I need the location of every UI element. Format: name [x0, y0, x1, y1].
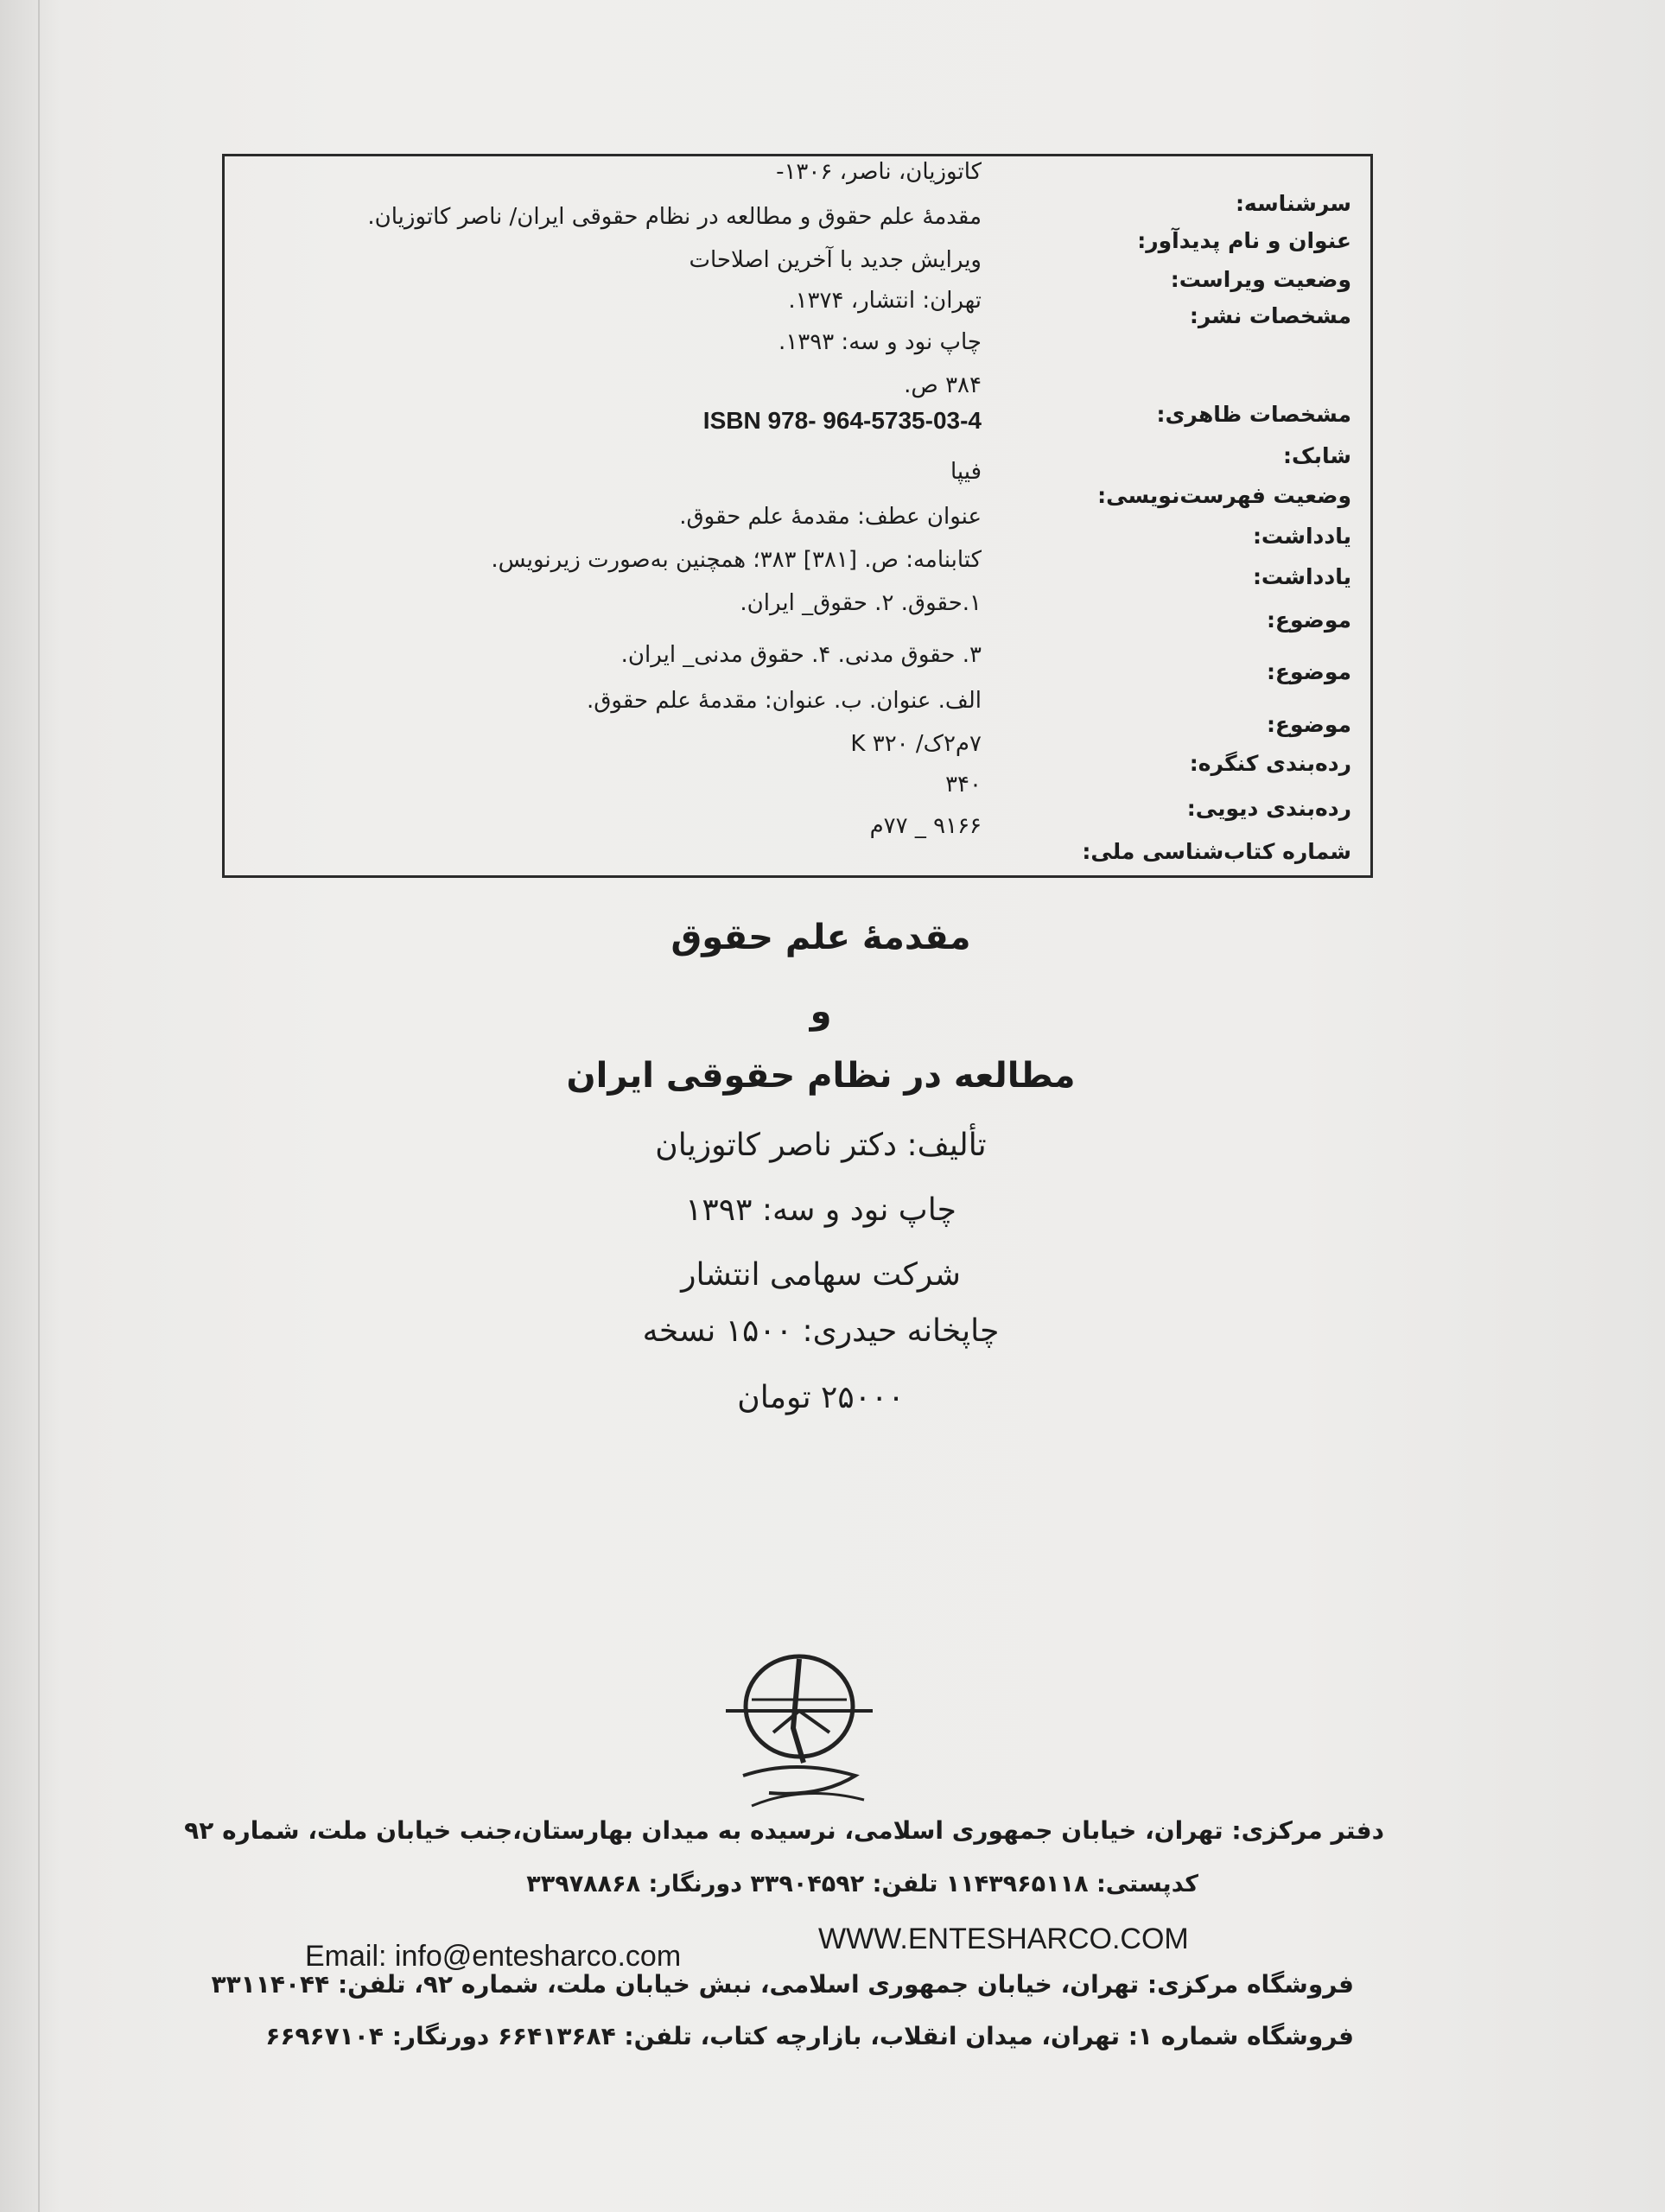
publisher-line: شرکت سهامی انتشار: [681, 1257, 961, 1293]
cip-value-printing: چاپ نود و سه: ۱۳۹۳.: [778, 329, 982, 355]
cip-value-subject: ۳. حقوق مدنی. ۴. حقوق مدنی_ ایران.: [620, 642, 982, 668]
cip-label: یادداشت:: [1252, 564, 1351, 589]
cip-label: مشخصات ظاهری:: [1156, 402, 1351, 427]
cip-label: رده‌بندی کنگره:: [1189, 751, 1351, 776]
cip-label: سرشناسه:: [1235, 191, 1351, 216]
cip-value-note: کتابنامه: ص. [۳۸۱] ۳۸۳؛ همچنین به‌صورت زیرنویس.: [491, 547, 982, 573]
printing-line: چاپخانه حیدری: ۱۵۰۰ نسخه: [642, 1313, 1000, 1349]
postal-phone-fax: کدپستی: ۱۱۴۳۹۶۵۱۱۸ تلفن: ۳۳۹۰۴۵۹۲ دورنگار: ۳۳۹۷۸۸۶۸: [526, 1871, 1198, 1897]
cip-value-national-bib-number: ۹۱۶۶ _ ۷۷م: [869, 813, 982, 839]
price-line: ۲۵۰۰۰ تومان: [737, 1380, 905, 1415]
cip-label: شابک:: [1283, 443, 1351, 468]
cip-value-dewey: ۳۴۰: [945, 772, 982, 798]
website-link[interactable]: WWW.ENTESHARCO.COM: [818, 1923, 1189, 1955]
cip-label: یادداشت:: [1252, 524, 1351, 549]
central-store-address: فروشگاه مرکزی: تهران، خیابان جمهوری اسلامی، نبش خیابان ملت، شماره ۹۲، تلفن: ۳۳۱۱۴۰۴۴: [211, 1970, 1354, 1999]
cip-label: مشخصات نشر:: [1189, 303, 1351, 328]
cip-value-subject: ۱.حقوق. ۲. حقوق_ ایران.: [740, 590, 982, 616]
cip-value-main-entry: کاتوزیان، ناصر، ۱۳۰۶-: [776, 159, 982, 185]
cip-value-isbn: ISBN 978- 964-5735-03-4: [702, 407, 982, 434]
cip-value-publication: تهران: انتشار، ۱۳۷۴.: [788, 288, 982, 314]
cip-label: موضوع:: [1266, 607, 1351, 632]
book-title-line-1: مقدمهٔ علم حقوق: [670, 918, 971, 957]
edition-line: چاپ نود و سه: ۱۳۹۳: [685, 1192, 956, 1228]
cip-value-note: عنوان عطف: مقدمهٔ علم حقوق.: [679, 504, 982, 530]
cip-label: شماره کتاب‌شناسی ملی:: [1082, 839, 1351, 864]
book-title-conjunction: و: [810, 992, 832, 1032]
cip-label: وضعیت فهرست‌نویسی:: [1097, 483, 1351, 508]
cip-value-edition: ویرایش جدید با آخرین اصلاحات: [689, 247, 982, 273]
cataloging-in-publication-box: [222, 154, 1373, 878]
head-office-address: دفتر مرکزی: تهران، خیابان جمهوری اسلامی، نرسیده به میدان بهارستان،جنب خیابان ملت، شماره ۹۲: [184, 1816, 1384, 1845]
cip-value-title: مقدمهٔ علم حقوق و مطالعه در نظام حقوقی ایران/ ناصر کاتوزیان.: [367, 204, 982, 230]
store-1-address: فروشگاه شماره ۱: تهران، میدان انقلاب، بازارچه کتاب، تلفن: ۶۶۴۱۳۶۸۴ دورنگار: ۶۶۹۶۷۱۰۴: [265, 2022, 1354, 2050]
book-title-line-2: مطالعه در نظام حقوقی ایران: [566, 1056, 1076, 1096]
cip-label: موضوع:: [1266, 659, 1351, 684]
cip-value-subject: الف. عنوان. ب. عنوان: مقدمهٔ علم حقوق.: [586, 688, 982, 714]
publisher-emblem-icon: [691, 1646, 907, 1827]
publisher-logo: [691, 1646, 907, 1827]
cip-label: وضعیت ویراست:: [1170, 267, 1351, 292]
cip-value-status: فیپا: [950, 459, 982, 485]
cip-label: عنوان و نام پدیدآور:: [1137, 228, 1351, 253]
email-link[interactable]: Email: info@entesharco.com: [305, 1940, 682, 1973]
author-line: تألیف: دکتر ناصر کاتوزیان: [655, 1128, 987, 1163]
cip-label: موضوع:: [1266, 712, 1351, 737]
cip-value-pages: ۳۸۴ ص.: [904, 372, 982, 398]
cip-label: رده‌بندی دیویی:: [1186, 796, 1351, 821]
cip-value-lc-class: ۷م۲ک/ ۳۲۰ K: [850, 731, 982, 757]
